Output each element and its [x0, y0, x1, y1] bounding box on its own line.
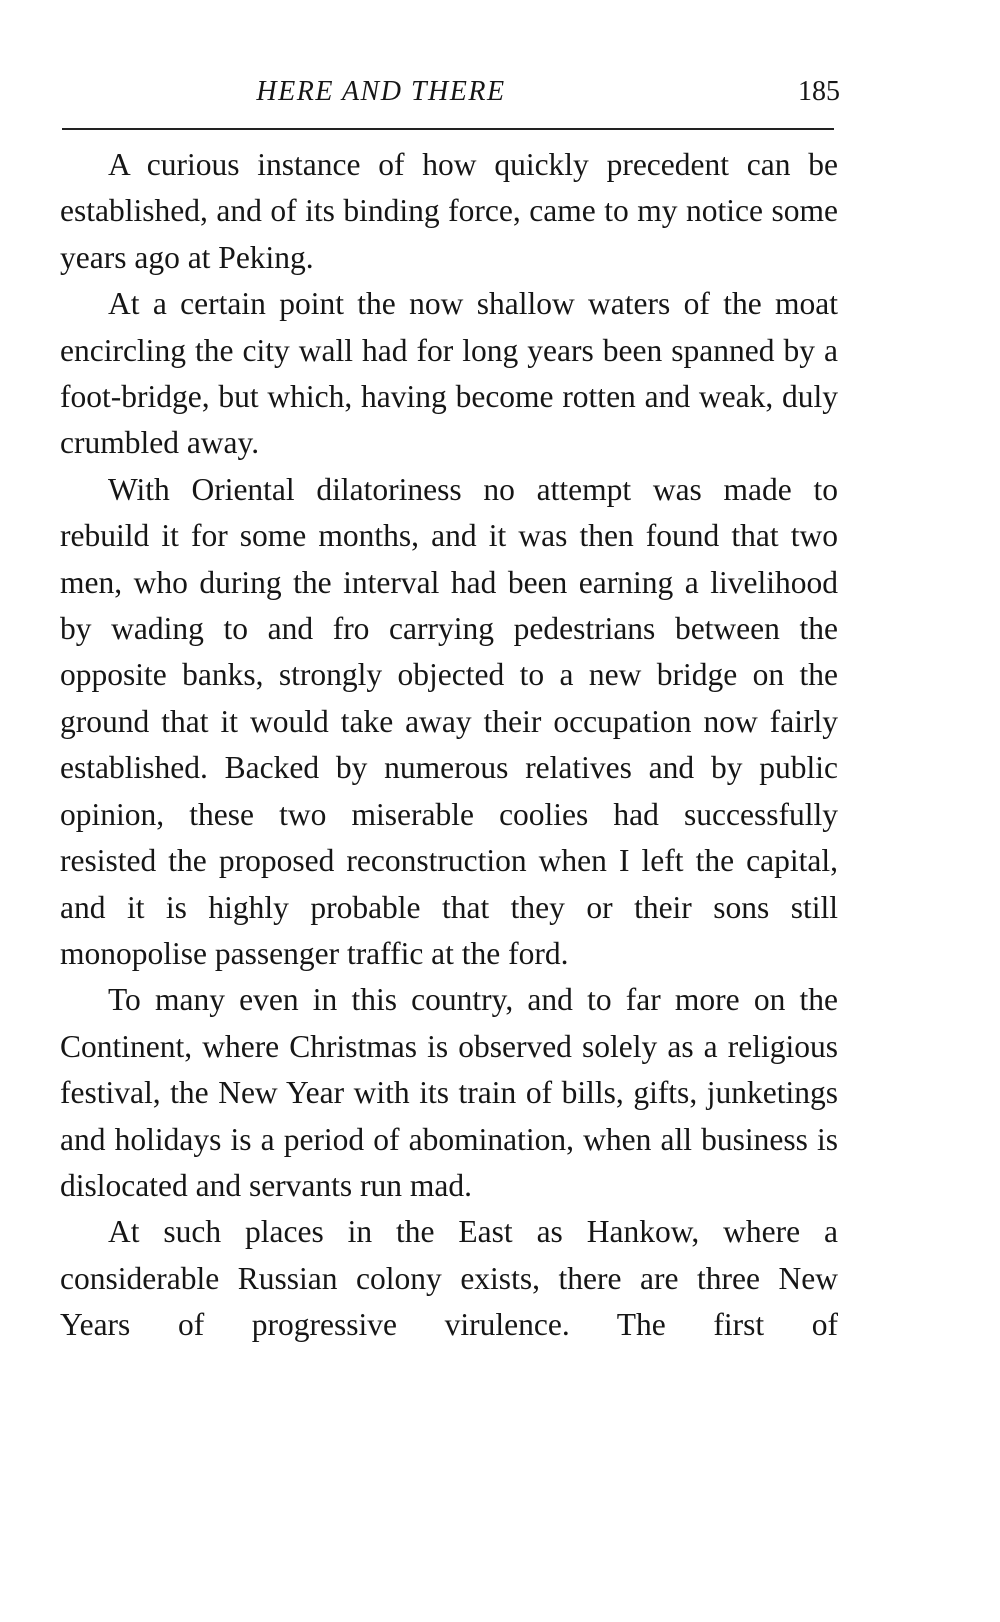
page-number: 185 [798, 76, 840, 107]
paragraph: At such places in the East as Hankow, where a considerable Russian colony exists, there are three New Years of progressive virulence. The first of [60, 1214, 838, 1343]
page-header [60, 76, 840, 116]
body-text [60, 142, 838, 1349]
paragraph: To many even in this country, and to far more on the Continent, where Christmas is observed solely as a religious festival, the New Year with its train of bills, gifts, junketings and holidays is a period of abomination, when all business is dislocated and servants run mad. [60, 982, 838, 1203]
header-rule [62, 128, 834, 130]
paragraph: At a certain point the now shallow waters of the moat encircling the city wall had for long years been spanned by a foot-bridge, but which, having become rotten and weak, duly crumbled away. [60, 286, 838, 461]
paragraph: A curious instance of how quickly precedent can be established, and of its binding force, came to my notice some years ago at Peking. [60, 147, 838, 275]
running-title: HERE AND THERE [256, 76, 506, 107]
paragraph: With Oriental dilatoriness no attempt was made to rebuild it for some months, and it was then found that two men, who during the interval had been earning a livelihood by wading to and fro carrying pedestrians between the opposite banks, strongly objected to a new bridge on the ground that it would take away their occupation now fairly established. Backed by numerous relatives and by public opinion, these two miserable coolies had successfully resisted the proposed reconstruction when I left the capital, and it is highly probable that they or their sons still monopolise passenger traffic at the ford. [60, 471, 838, 971]
